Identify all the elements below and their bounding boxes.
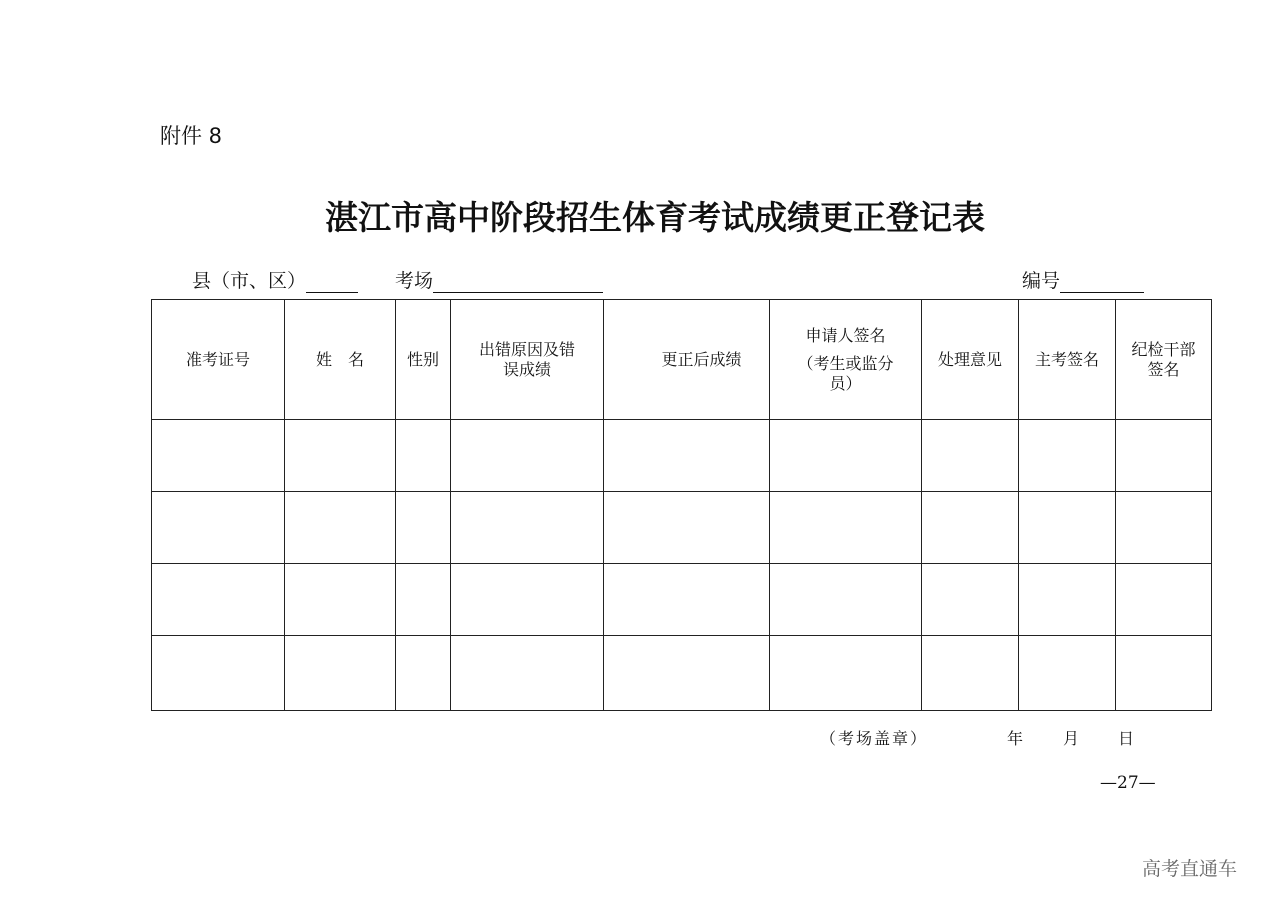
- header-error-reason: 出错原因及错 误成绩: [451, 300, 604, 420]
- table-cell[interactable]: [152, 636, 285, 711]
- venue-seal-label: （考场盖章）: [820, 729, 929, 748]
- table-cell[interactable]: [285, 564, 396, 636]
- date-year-label: 年: [1007, 729, 1024, 748]
- county-field: [192, 266, 358, 293]
- page-number: —27—: [1100, 773, 1156, 793]
- table-row: [152, 492, 1212, 564]
- header-corrected-score: 更正后成绩: [604, 300, 770, 420]
- header-chief-examiner-signature: 主考签名: [1019, 300, 1116, 420]
- number-label: 编号: [1022, 270, 1061, 292]
- table-cell[interactable]: [770, 636, 922, 711]
- table-cell[interactable]: [451, 420, 604, 492]
- table-cell[interactable]: [1116, 564, 1212, 636]
- number-blank: [1060, 270, 1144, 293]
- watermark: 高考直通车: [1142, 858, 1238, 880]
- correction-register-table: [151, 299, 1212, 711]
- table-cell[interactable]: [396, 564, 451, 636]
- table-cell[interactable]: [770, 492, 922, 564]
- table-cell[interactable]: [396, 420, 451, 492]
- header-name: 姓 名: [285, 300, 396, 420]
- header-row: [152, 300, 1212, 420]
- header-discipline-officer-signature: 纪检干部 签名: [1116, 300, 1212, 420]
- header-admission-no: 准考证号: [152, 300, 285, 420]
- table-row: [152, 420, 1212, 492]
- county-blank: [306, 270, 358, 293]
- table-row: [152, 564, 1212, 636]
- header-applicant-signature: 申请人签名 （考生或监分员）: [770, 300, 922, 420]
- table-cell[interactable]: [604, 564, 770, 636]
- table-cell[interactable]: [922, 636, 1019, 711]
- date-day-label: 日: [1118, 729, 1135, 748]
- header-gender: 性别: [396, 300, 451, 420]
- table-cell[interactable]: [285, 420, 396, 492]
- table-cell[interactable]: [285, 492, 396, 564]
- table-cell[interactable]: [770, 420, 922, 492]
- table-cell[interactable]: [396, 636, 451, 711]
- table-cell[interactable]: [451, 636, 604, 711]
- table-cell[interactable]: [152, 564, 285, 636]
- table-cell[interactable]: [451, 492, 604, 564]
- county-label: 县（市、区）: [192, 270, 307, 292]
- number-field: [1022, 266, 1144, 293]
- attachment-label: 附件 8: [160, 124, 223, 148]
- table-cell[interactable]: [922, 420, 1019, 492]
- table-cell[interactable]: [1019, 420, 1116, 492]
- table-row: [152, 636, 1212, 711]
- table-cell[interactable]: [1019, 492, 1116, 564]
- table-cell[interactable]: [1116, 492, 1212, 564]
- table-cell[interactable]: [922, 564, 1019, 636]
- table-cell[interactable]: [604, 636, 770, 711]
- date-month-label: 月: [1063, 729, 1080, 748]
- table-cell[interactable]: [152, 492, 285, 564]
- table-cell[interactable]: [922, 492, 1019, 564]
- table-cell[interactable]: [770, 564, 922, 636]
- table-cell[interactable]: [1019, 636, 1116, 711]
- table-cell[interactable]: [285, 636, 396, 711]
- header-handling-opinion: 处理意见: [922, 300, 1019, 420]
- venue-field: [395, 266, 603, 293]
- table-cell[interactable]: [1116, 636, 1212, 711]
- table-cell[interactable]: [152, 420, 285, 492]
- table-cell[interactable]: [396, 492, 451, 564]
- table-cell[interactable]: [604, 420, 770, 492]
- page-title: 湛江市高中阶段招生体育考试成绩更正登记表: [325, 198, 985, 237]
- table-cell[interactable]: [1019, 564, 1116, 636]
- table-cell[interactable]: [451, 564, 604, 636]
- table-cell[interactable]: [1116, 420, 1212, 492]
- table-cell[interactable]: [604, 492, 770, 564]
- venue-label: 考场: [395, 270, 434, 292]
- venue-blank: [433, 270, 603, 293]
